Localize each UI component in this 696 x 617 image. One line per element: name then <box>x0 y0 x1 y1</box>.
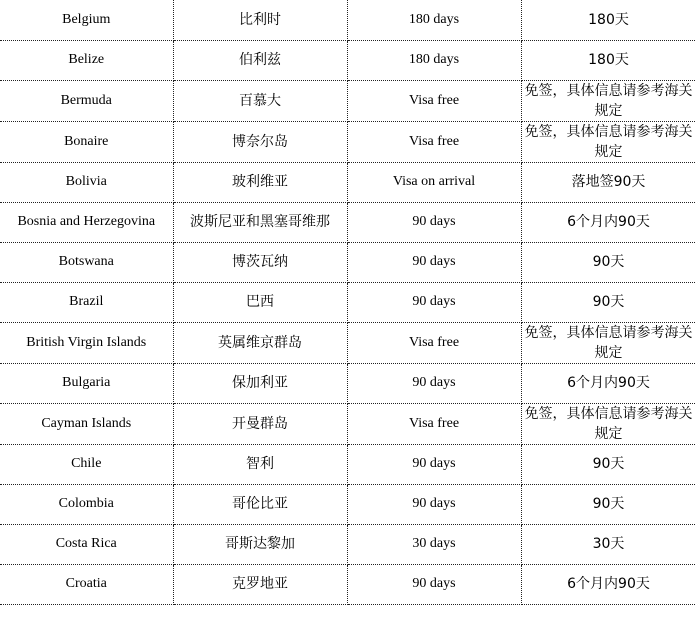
stay-chinese: 6个月内90天 <box>521 202 696 242</box>
table-row <box>0 0 696 40</box>
country-chinese: 克罗地亚 <box>173 564 347 604</box>
country-english: Cayman Islands <box>0 403 173 444</box>
country-chinese: 比利时 <box>173 0 347 40</box>
table-row <box>0 121 696 162</box>
stay-english: 90 days <box>347 202 521 242</box>
stay-note: 免签，具体信息请参考海关规定 <box>524 405 693 442</box>
country-chinese: 博奈尔岛 <box>173 121 347 162</box>
stay-chinese: 6个月内90天 <box>521 363 696 403</box>
stay-english: Visa free <box>347 403 521 444</box>
country-chinese: 哥伦比亚 <box>173 484 347 524</box>
country-english: Brazil <box>0 282 173 322</box>
table-row <box>0 524 696 564</box>
stay-english: 90 days <box>347 564 521 604</box>
stay-english: 180 days <box>347 40 521 80</box>
stay-note: 免签，具体信息请参考海关规定 <box>524 123 693 160</box>
country-english: Colombia <box>0 484 173 524</box>
table-row <box>0 202 696 242</box>
stay-note: 免签，具体信息请参考海关规定 <box>524 82 693 119</box>
country-chinese: 智利 <box>173 444 347 484</box>
table-row <box>0 484 696 524</box>
country-chinese: 英属维京群岛 <box>173 322 347 363</box>
table-row <box>0 322 696 363</box>
stay-chinese: 180天 <box>521 0 696 40</box>
country-english: Chile <box>0 444 173 484</box>
stay-english: 90 days <box>347 282 521 322</box>
stay-english: 30 days <box>347 524 521 564</box>
stay-chinese: 30天 <box>521 524 696 564</box>
country-english: Costa Rica <box>0 524 173 564</box>
stay-english: 90 days <box>347 242 521 282</box>
table-row <box>0 242 696 282</box>
table-row <box>0 162 696 202</box>
stay-note: 免签，具体信息请参考海关规定 <box>524 324 693 361</box>
stay-chinese: 90天 <box>521 282 696 322</box>
stay-chinese: 90天 <box>521 444 696 484</box>
country-english: Bermuda <box>0 80 173 121</box>
table-row <box>0 444 696 484</box>
table-row <box>0 40 696 80</box>
stay-chinese <box>521 322 696 363</box>
country-english: Bulgaria <box>0 363 173 403</box>
country-chinese: 开曼群岛 <box>173 403 347 444</box>
country-chinese: 玻利维亚 <box>173 162 347 202</box>
country-english: Belize <box>0 40 173 80</box>
stay-chinese <box>521 80 696 121</box>
stay-chinese <box>521 121 696 162</box>
stay-english: Visa free <box>347 121 521 162</box>
country-chinese: 伯利兹 <box>173 40 347 80</box>
stay-chinese: 180天 <box>521 40 696 80</box>
stay-english: Visa free <box>347 322 521 363</box>
country-english: Bosnia and Herzegovina <box>0 202 173 242</box>
stay-english: Visa free <box>347 80 521 121</box>
country-chinese: 百慕大 <box>173 80 347 121</box>
stay-english: 90 days <box>347 363 521 403</box>
stay-chinese: 90天 <box>521 242 696 282</box>
stay-chinese <box>521 403 696 444</box>
country-english: Botswana <box>0 242 173 282</box>
table-row <box>0 80 696 121</box>
stay-chinese: 6个月内90天 <box>521 564 696 604</box>
country-chinese: 波斯尼亚和黑塞哥维那 <box>173 202 347 242</box>
stay-english: Visa on arrival <box>347 162 521 202</box>
country-english: Bolivia <box>0 162 173 202</box>
stay-chinese: 90天 <box>521 484 696 524</box>
table-row <box>0 282 696 322</box>
country-english: British Virgin Islands <box>0 322 173 363</box>
table-row <box>0 363 696 403</box>
country-english: Croatia <box>0 564 173 604</box>
country-chinese: 巴西 <box>173 282 347 322</box>
country-english: Belgium <box>0 0 173 40</box>
stay-english: 180 days <box>347 0 521 40</box>
country-chinese: 保加利亚 <box>173 363 347 403</box>
country-chinese: 博茨瓦纳 <box>173 242 347 282</box>
country-chinese: 哥斯达黎加 <box>173 524 347 564</box>
stay-english: 90 days <box>347 484 521 524</box>
stay-english: 90 days <box>347 444 521 484</box>
table-row <box>0 564 696 604</box>
stay-chinese: 落地签90天 <box>521 162 696 202</box>
table-row <box>0 403 696 444</box>
country-english: Bonaire <box>0 121 173 162</box>
